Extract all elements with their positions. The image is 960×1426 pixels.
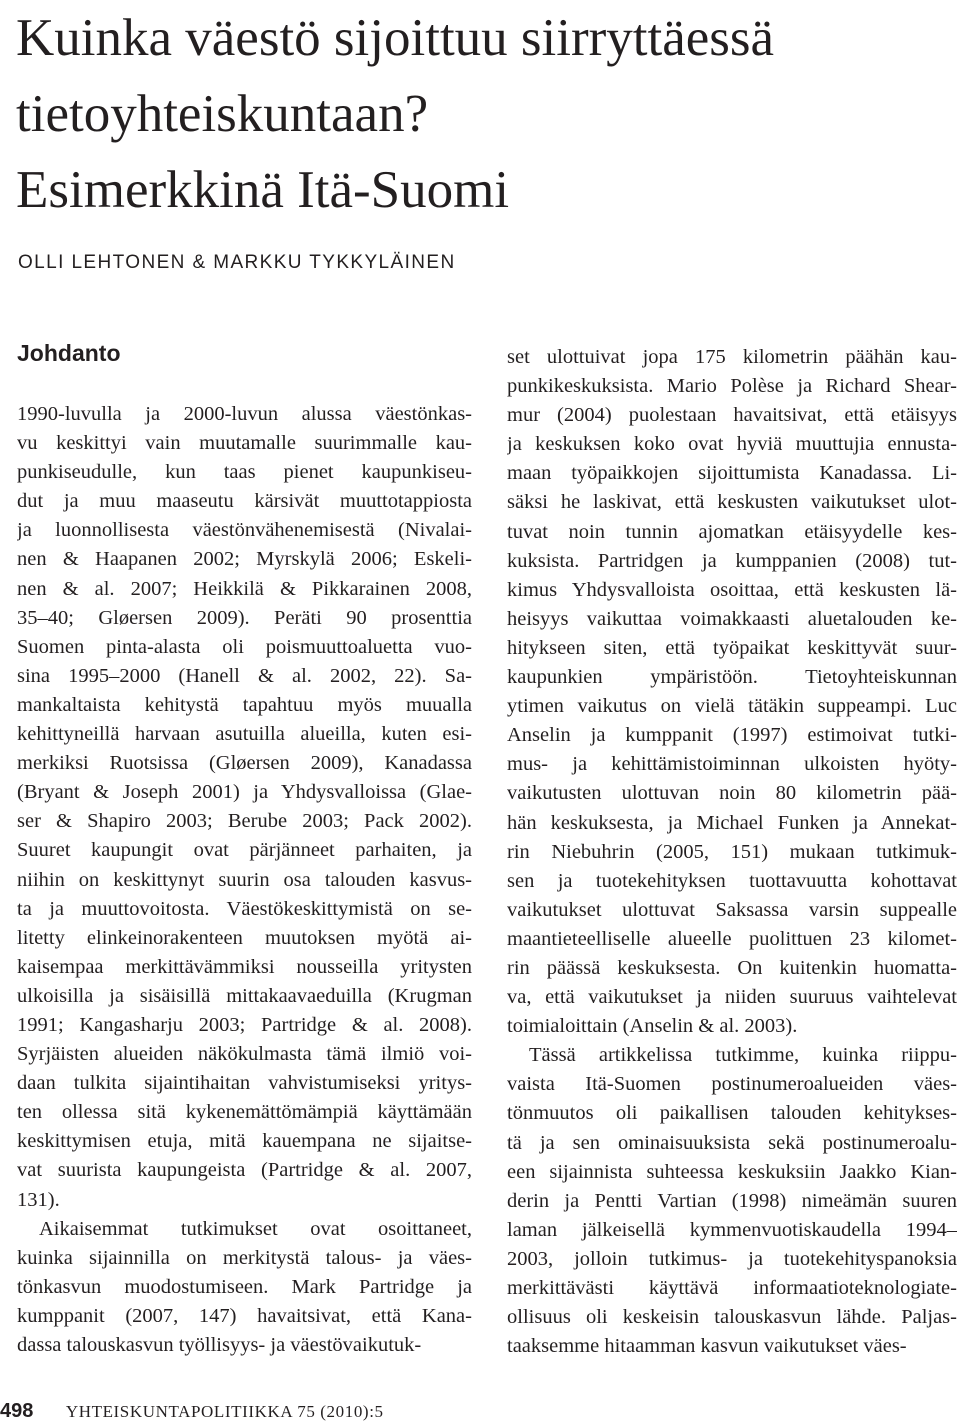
text-line: kimus Yhdysvalloista osoittaa, että keskusten lä-	[507, 578, 957, 601]
title-line: Kuinka väestö sijoittuu siirryttäessä	[16, 9, 775, 67]
text-line: heisyys vaikuttaa voimakkaasti aluetalouden ke-	[507, 607, 957, 630]
text-line: Aikaisemmat tutkimukset ovat osoittaneet,	[39, 1217, 472, 1240]
left-column	[17, 400, 472, 1360]
text-line: 131).	[17, 1188, 60, 1211]
section-heading: Johdanto	[17, 340, 121, 366]
journal-name: YHTEISKUNTAPOLITIIKKA 75 (2010):5	[65, 1402, 384, 1421]
title-line: tietoyhteiskuntaan?	[16, 85, 429, 143]
text-line: hitykseen siten, että työpaikat keskittyvät suur-	[507, 636, 957, 659]
text-line: ja luonnollisesta väestönvähenemisestä (Nivalai-	[17, 519, 472, 542]
text-line: tuvat noin tunnin ajomatkan etäisyydelle kes-	[507, 520, 957, 543]
text-line: kaupunkien ympäristöön. Tietoyhteiskunnan	[507, 666, 957, 689]
text-line: set ulottuivat jopa 175 kilometrin päähän kau-	[507, 346, 957, 368]
text-line: ten ollessa sitä kykenemättömämpiä käyttämään	[17, 1101, 472, 1124]
text-line: litetty elinkeinorakenteen muutoksen myötä ai-	[17, 926, 472, 949]
text-line: niihin on keskittynyt suurin osa talouden kasvus-	[17, 868, 472, 891]
text-line: dut ja muu maaseutu kärsivät muuttotappiosta	[17, 490, 472, 513]
text-line: tä ja sen ominaisuuksista sekä postinumeroalu-	[507, 1131, 957, 1154]
subtitle: Esimerkkinä Itä-Suomi	[16, 161, 510, 219]
text-line: keskittymisen etuja, mitä kauempana ne sijaitse-	[17, 1130, 472, 1153]
text-line: punkiseudulle, kun taas pienet kaupunkiseu-	[17, 461, 472, 484]
text-line: nen & Haapanen 2002; Myrskylä 2006; Eskeli-	[17, 548, 472, 571]
text-line: mankaltaista kehitystä tapahtuu myös muualla	[17, 693, 472, 716]
right-column	[507, 343, 957, 1361]
text-line: rin Niebuhrin (2005, 151) mukaan tutkimuk-	[507, 840, 957, 863]
page-number: 498	[0, 1400, 34, 1422]
authors: OLLI LEHTONEN & MARKKU TYKKYLÄINEN	[18, 252, 456, 273]
text-line: mur (2004) puolestaan havaitsivat, että etäisyys	[507, 404, 957, 427]
text-line: rin päässä keskuksesta. On kuitenkin huomatta-	[507, 956, 957, 979]
text-line: ytimen vaikutus on vielä tätäkin suppeampi. Luc	[507, 695, 957, 718]
text-line: 35–40; Gløersen 2009). Peräti 90 prosenttia	[17, 606, 472, 629]
text-line: sina 1995–2000 (Hanell & al. 2002, 22). Sa-	[17, 664, 472, 687]
text-line: merkittävästi käyttävä informaatioteknologiate-	[507, 1277, 957, 1299]
text-line: kaisempaa merkittävämmiksi nousseilla yritysten	[17, 955, 472, 978]
text-line: 1991; Kangasharju 2003; Partridge & al. 2008).	[17, 1013, 472, 1036]
text-line: mus- ja kehittämistoiminnan ulkoisten hyöty-	[507, 753, 957, 776]
text-line: vu keskittyi vain muutamalle suurimmalle kau-	[17, 432, 472, 455]
text-line: punkikeskuksista. Mario Polèse ja Richard Shear-	[507, 375, 957, 398]
page-footer	[0, 1400, 384, 1423]
text-line: Syrjäisten alueiden näkökulmasta tämä ilmiö voi-	[17, 1043, 472, 1066]
text-line: 2003, jolloin tutkimus- ja tuotekehityspanoksia	[507, 1247, 957, 1270]
text-line: 1990-luvulla ja 2000-luvun alussa väestönkas-	[17, 403, 472, 425]
text-line: kehittyneillä harvaan asutuilla alueilla, kuten esi-	[17, 723, 472, 746]
text-line: dassa talouskasvun työllisyys- ja väestövaikutuk-	[17, 1334, 422, 1356]
text-line: Anselin ja kumppanit (1997) estimoivat tutki-	[507, 724, 957, 747]
text-line: maan työpaikkojen sijoittumista Kanadassa. Li-	[507, 462, 957, 485]
text-line: tönmuutos oli paikallisen talouden kehitykses-	[507, 1102, 957, 1125]
text-line: tönkasvun muodostumiseen. Mark Partridge ja	[17, 1275, 472, 1298]
text-line: kuinka sijainnilla on merkitystä talous- ja väes-	[17, 1246, 472, 1269]
text-line: ja keskuksen koko ovat hyviä muuttujia ennusta-	[507, 433, 957, 456]
text-line: merkiksi Ruotsissa (Gløersen 2009), Kanadassa	[17, 752, 472, 775]
text-line: een sijainnista suhteessa keskuksiin Jaakko Kian-	[507, 1160, 957, 1183]
text-line: Suuret kaupungit ovat pärjänneet parhaiten, ja	[17, 839, 472, 862]
text-line: va, että vaikutukset ja niiden suuruus vaihtelevat	[507, 986, 957, 1009]
text-line: derin ja Pentti Vartian (1998) nimeämän suuren	[507, 1189, 957, 1212]
text-line: hän keskuksesta, ja Michael Funken ja Annekat-	[507, 811, 957, 834]
text-line: daan tulkita sijaintihaitan vahvistumiseksi yritys-	[17, 1072, 472, 1095]
text-line: ollisuus oli keskeisin talouskasvun lähde. Paljas-	[507, 1306, 957, 1329]
text-line: toimialoittain (Anselin & al. 2003).	[507, 1015, 798, 1038]
text-line: nen & al. 2007; Heikkilä & Pikkarainen 2008,	[17, 577, 472, 600]
text-line: sen ja tuotekehityksen tuottavuutta kohottavat	[507, 869, 957, 892]
text-line: Suomen pinta-alasta oli poismuuttoaluetta vuo-	[17, 635, 472, 658]
text-line: taaksemme hitaamman kasvun vaikutukset väes-	[507, 1335, 907, 1358]
text-line: maantieteelliselle alueelle puolittuen 23 kilomet-	[507, 927, 957, 950]
text-line: ta ja muuttovoitosta. Väestökeskittymistä on se-	[17, 897, 472, 920]
text-line: ser & Shapiro 2003; Berube 2003; Pack 2002).	[17, 810, 472, 833]
text-line: vaikutusten ulottuvan noin 80 kilometrin pää-	[507, 782, 957, 805]
text-line: (Bryant & Joseph 2001) ja Yhdysvalloissa (Glae-	[17, 781, 472, 804]
text-line: vat suurista kaupungeista (Partridge & al. 2007,	[17, 1159, 472, 1182]
text-line: vaikutukset ulottuvat Saksassa varsin suppealle	[507, 898, 957, 921]
text-line: kumppanit (2007, 147) havaitsivat, että Kana-	[17, 1304, 472, 1327]
text-line: vaista Itä-Suomen postinumeroalueiden väes-	[507, 1073, 957, 1096]
text-line: ulkoisilla ja sisäisillä mittakaavaeduilla (Krugman	[17, 984, 472, 1007]
text-line: Tässä artikkelissa tutkimme, kuinka riippu-	[529, 1044, 957, 1067]
text-line: säksi he laskivat, että keskusten vaikutukset ulot-	[507, 491, 957, 514]
text-line: kuksista. Partridgen ja kumppanien (2008) tut-	[507, 549, 957, 572]
text-line: laman jälkeisellä kymmenvuotiskaudella 1994–	[507, 1218, 957, 1241]
article-title	[16, 0, 946, 228]
